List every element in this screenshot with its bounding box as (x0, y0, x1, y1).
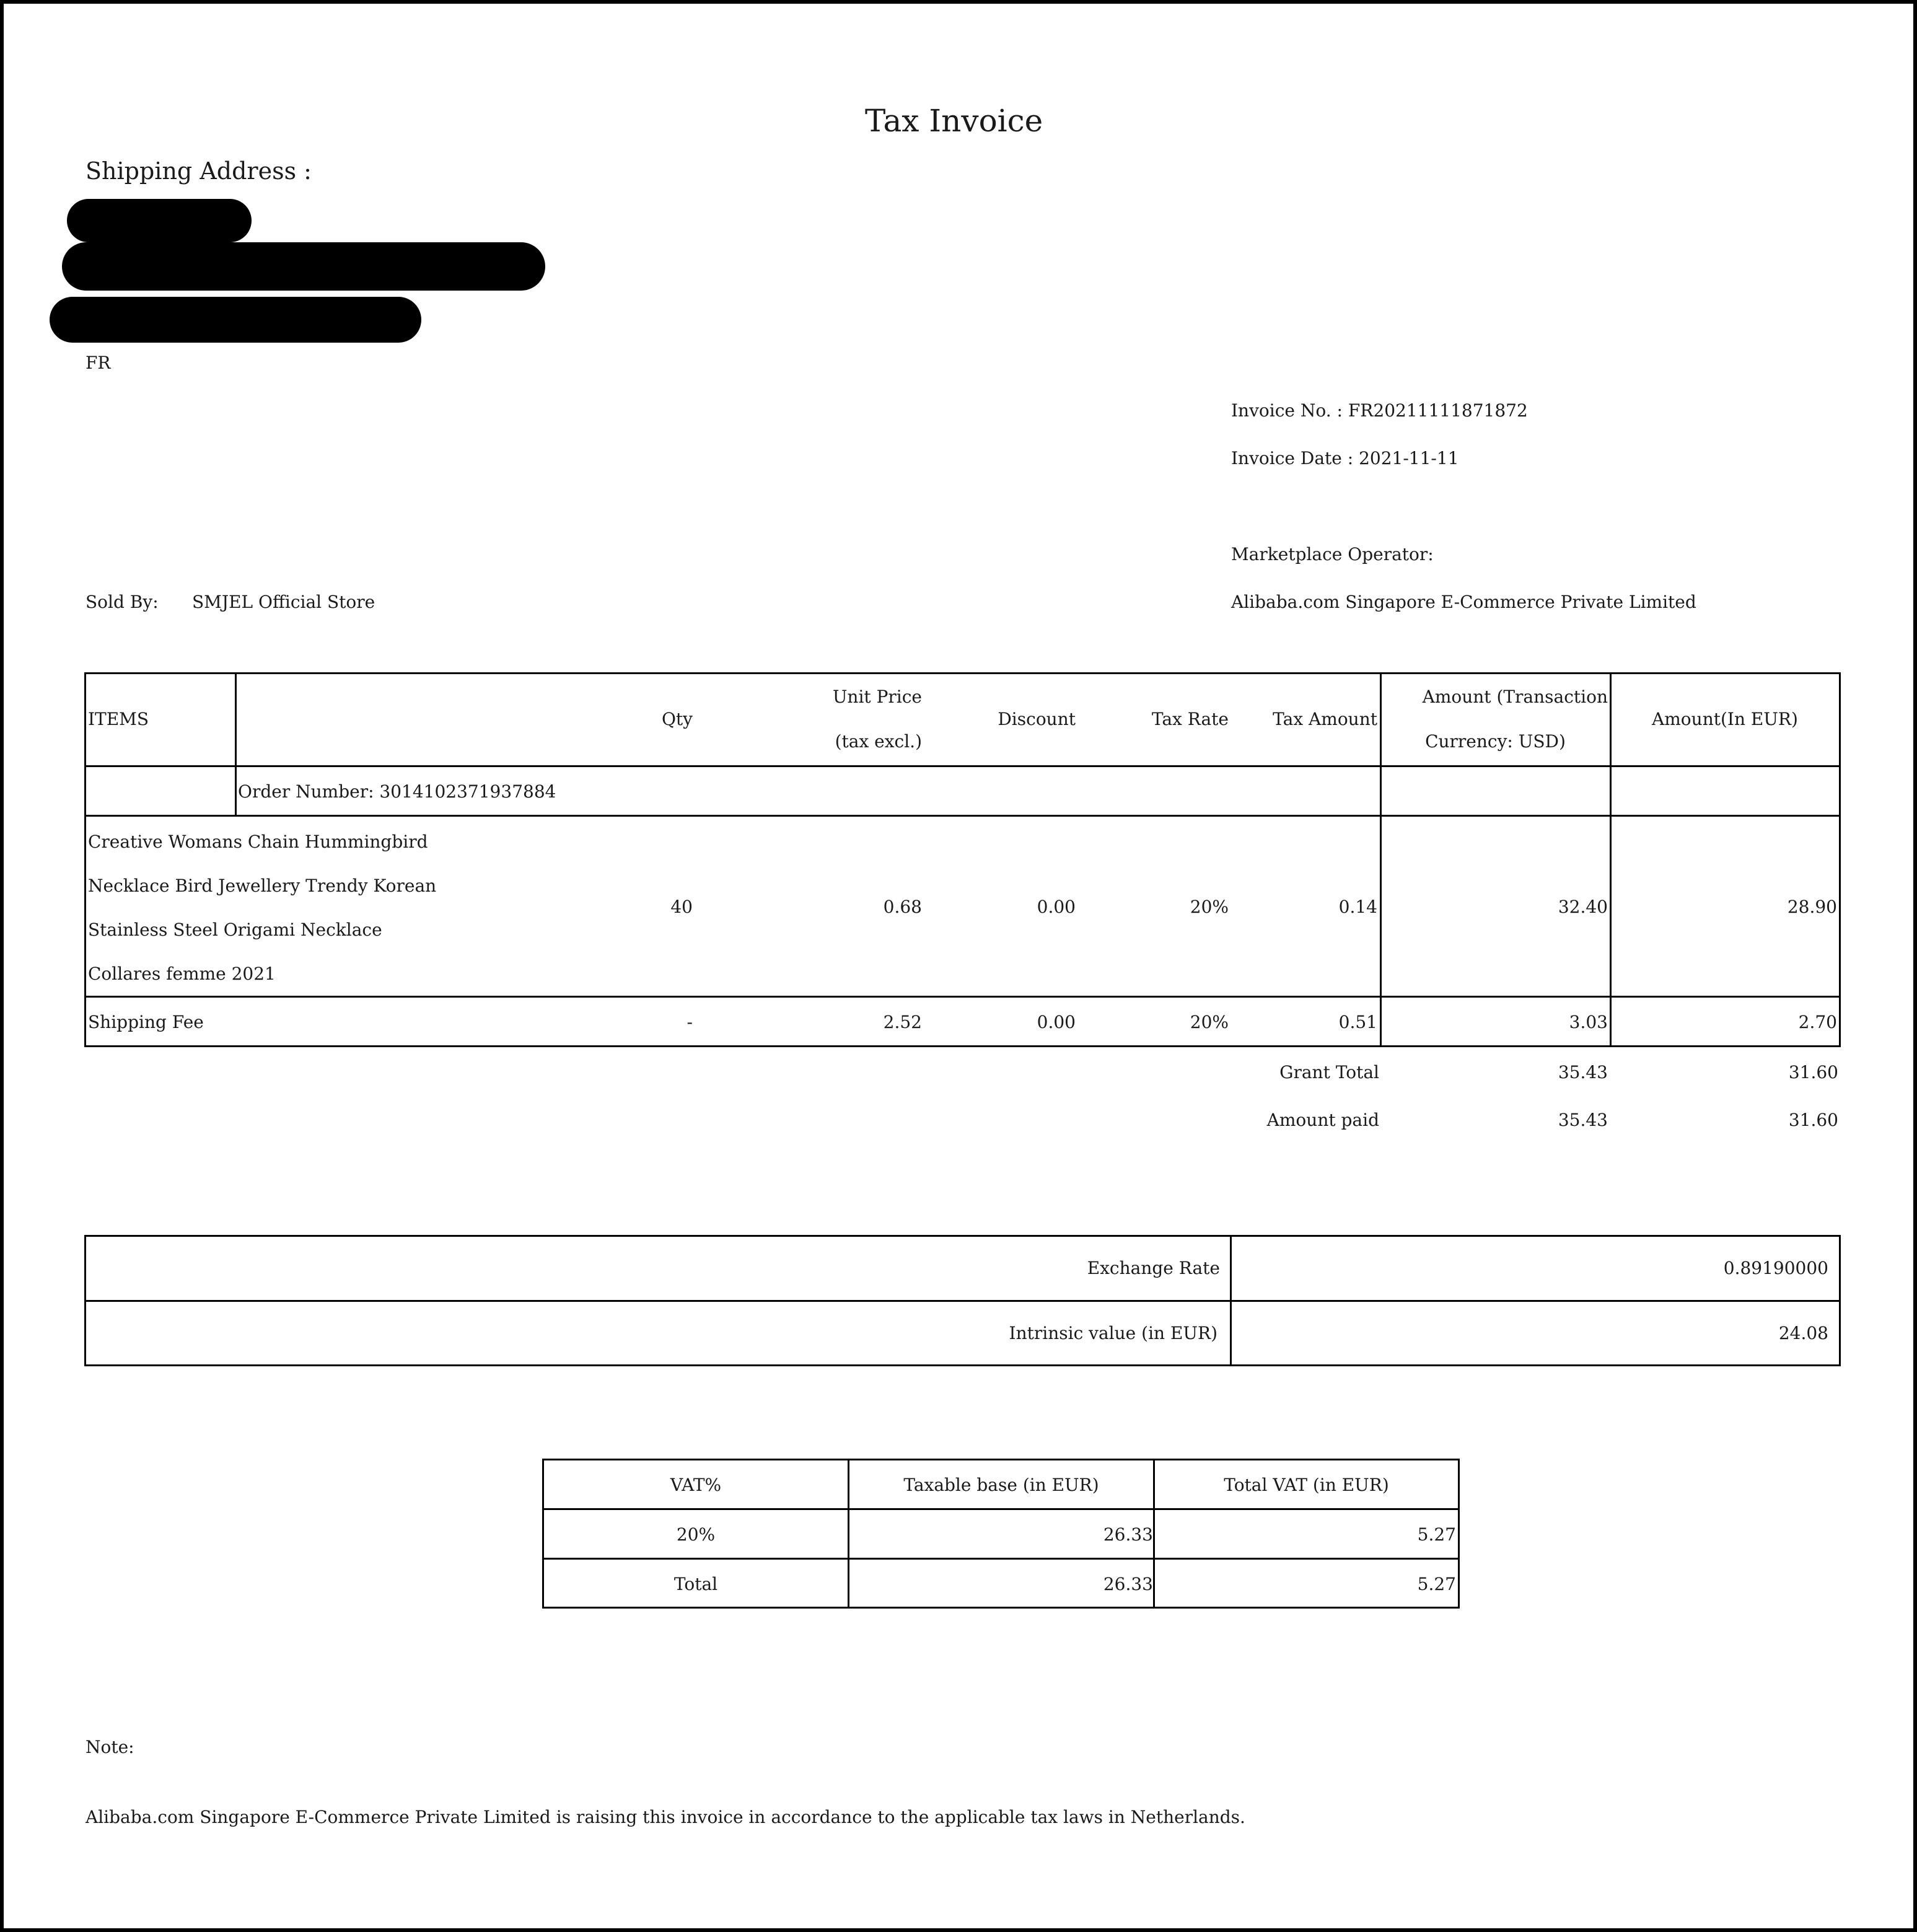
redacted-city (50, 297, 421, 343)
product-tax-rate: 20% (1190, 897, 1229, 917)
product-tax-amount: 0.14 (1338, 897, 1377, 917)
product-description-line: Creative Womans Chain Hummingbird (88, 832, 428, 852)
product-description-line: Collares femme 2021 (88, 964, 276, 984)
grand-total-transaction: 35.43 (1558, 1062, 1608, 1082)
shipping-fee-unit-price: 2.52 (883, 1012, 922, 1032)
shipping-fee-label: Shipping Fee (88, 1012, 204, 1032)
product-amount-transaction: 32.40 (1558, 897, 1608, 917)
vat-row-pct: 20% (676, 1524, 716, 1545)
amount-paid-label: Amount paid (1266, 1110, 1379, 1130)
shipping-fee-tax-rate: 20% (1190, 1012, 1229, 1032)
vat-total-taxable-base: 26.33 (1103, 1574, 1153, 1594)
amount-paid-transaction: 35.43 (1558, 1110, 1608, 1130)
product-description-line: Stainless Steel Origami Necklace (88, 920, 382, 940)
shipping-fee-qty: - (687, 1012, 693, 1032)
vat-header-total-vat: Total VAT (in EUR) (1224, 1475, 1389, 1495)
vat-row-total-vat: 5.27 (1417, 1524, 1456, 1545)
product-description-line: Necklace Bird Jewellery Trendy Korean (88, 876, 437, 896)
shipping-fee-discount: 0.00 (1037, 1012, 1076, 1032)
amount-paid-eur: 31.60 (1788, 1110, 1838, 1130)
shipping-fee-tax-amount: 0.51 (1338, 1012, 1377, 1032)
marketplace-name: Alibaba.com Singapore E-Commerce Private Limited (1231, 592, 1696, 612)
exchange-rate-label: Exchange Rate (1087, 1258, 1220, 1278)
product-description (88, 820, 436, 996)
vat-header-pct: VAT% (670, 1475, 722, 1495)
header-tax-rate: Tax Rate (1151, 709, 1229, 729)
header-qty: Qty (661, 709, 693, 729)
intrinsic-value-label: Intrinsic value (in EUR) (1009, 1323, 1217, 1343)
vat-header-taxable-base: Taxable base (in EUR) (903, 1475, 1099, 1495)
invoice-number: Invoice No. : FR20211111871872 (1231, 400, 1528, 421)
note-label: Note: (86, 1737, 134, 1757)
header-unit-price-note: (tax excl.) (835, 731, 922, 752)
header-unit-price: Unit Price (832, 687, 922, 707)
vat-row-taxable-base: 26.33 (1103, 1524, 1153, 1545)
invoice-date: Invoice Date : 2021-11-11 (1231, 448, 1459, 468)
seller-name: SMJEL Official Store (192, 592, 375, 612)
product-amount-eur: 28.90 (1787, 897, 1837, 917)
grand-total-eur: 31.60 (1788, 1062, 1838, 1082)
exchange-rate-value: 0.89190000 (1723, 1258, 1828, 1278)
intrinsic-value: 24.08 (1778, 1323, 1828, 1343)
shipping-fee-amount-eur: 2.70 (1798, 1012, 1837, 1032)
shipping-address-label: Shipping Address : (86, 157, 312, 185)
marketplace-label: Marketplace Operator: (1231, 544, 1434, 564)
header-items: ITEMS (88, 709, 149, 729)
redacted-street (62, 242, 545, 291)
product-qty: 40 (670, 897, 693, 917)
redacted-name (67, 199, 252, 242)
vat-total-vat: 5.27 (1417, 1574, 1456, 1594)
grand-total-label: Grant Total (1279, 1062, 1379, 1082)
header-amount-transaction: Amount (Transaction (1422, 687, 1608, 707)
sold-by-label: Sold By: (86, 592, 159, 612)
order-number: Order Number: 3014102371937884 (238, 781, 556, 802)
product-discount: 0.00 (1037, 897, 1076, 917)
header-tax-amount: Tax Amount (1273, 709, 1377, 729)
product-unit-price: 0.68 (883, 897, 922, 917)
page-title: Tax Invoice (865, 103, 1043, 139)
note-text: Alibaba.com Singapore E-Commerce Private Limited is raising this invoice in accordance to the applicable tax laws in Netherlands. (86, 1807, 1245, 1827)
header-discount: Discount (998, 709, 1076, 729)
shipping-fee-amount-transaction: 3.03 (1569, 1012, 1608, 1032)
shipping-country: FR (86, 353, 111, 373)
header-amount-transaction-currency: Currency: USD) (1425, 731, 1566, 752)
header-amount-eur: Amount(In EUR) (1652, 709, 1798, 729)
vat-total-label: Total (673, 1574, 718, 1594)
